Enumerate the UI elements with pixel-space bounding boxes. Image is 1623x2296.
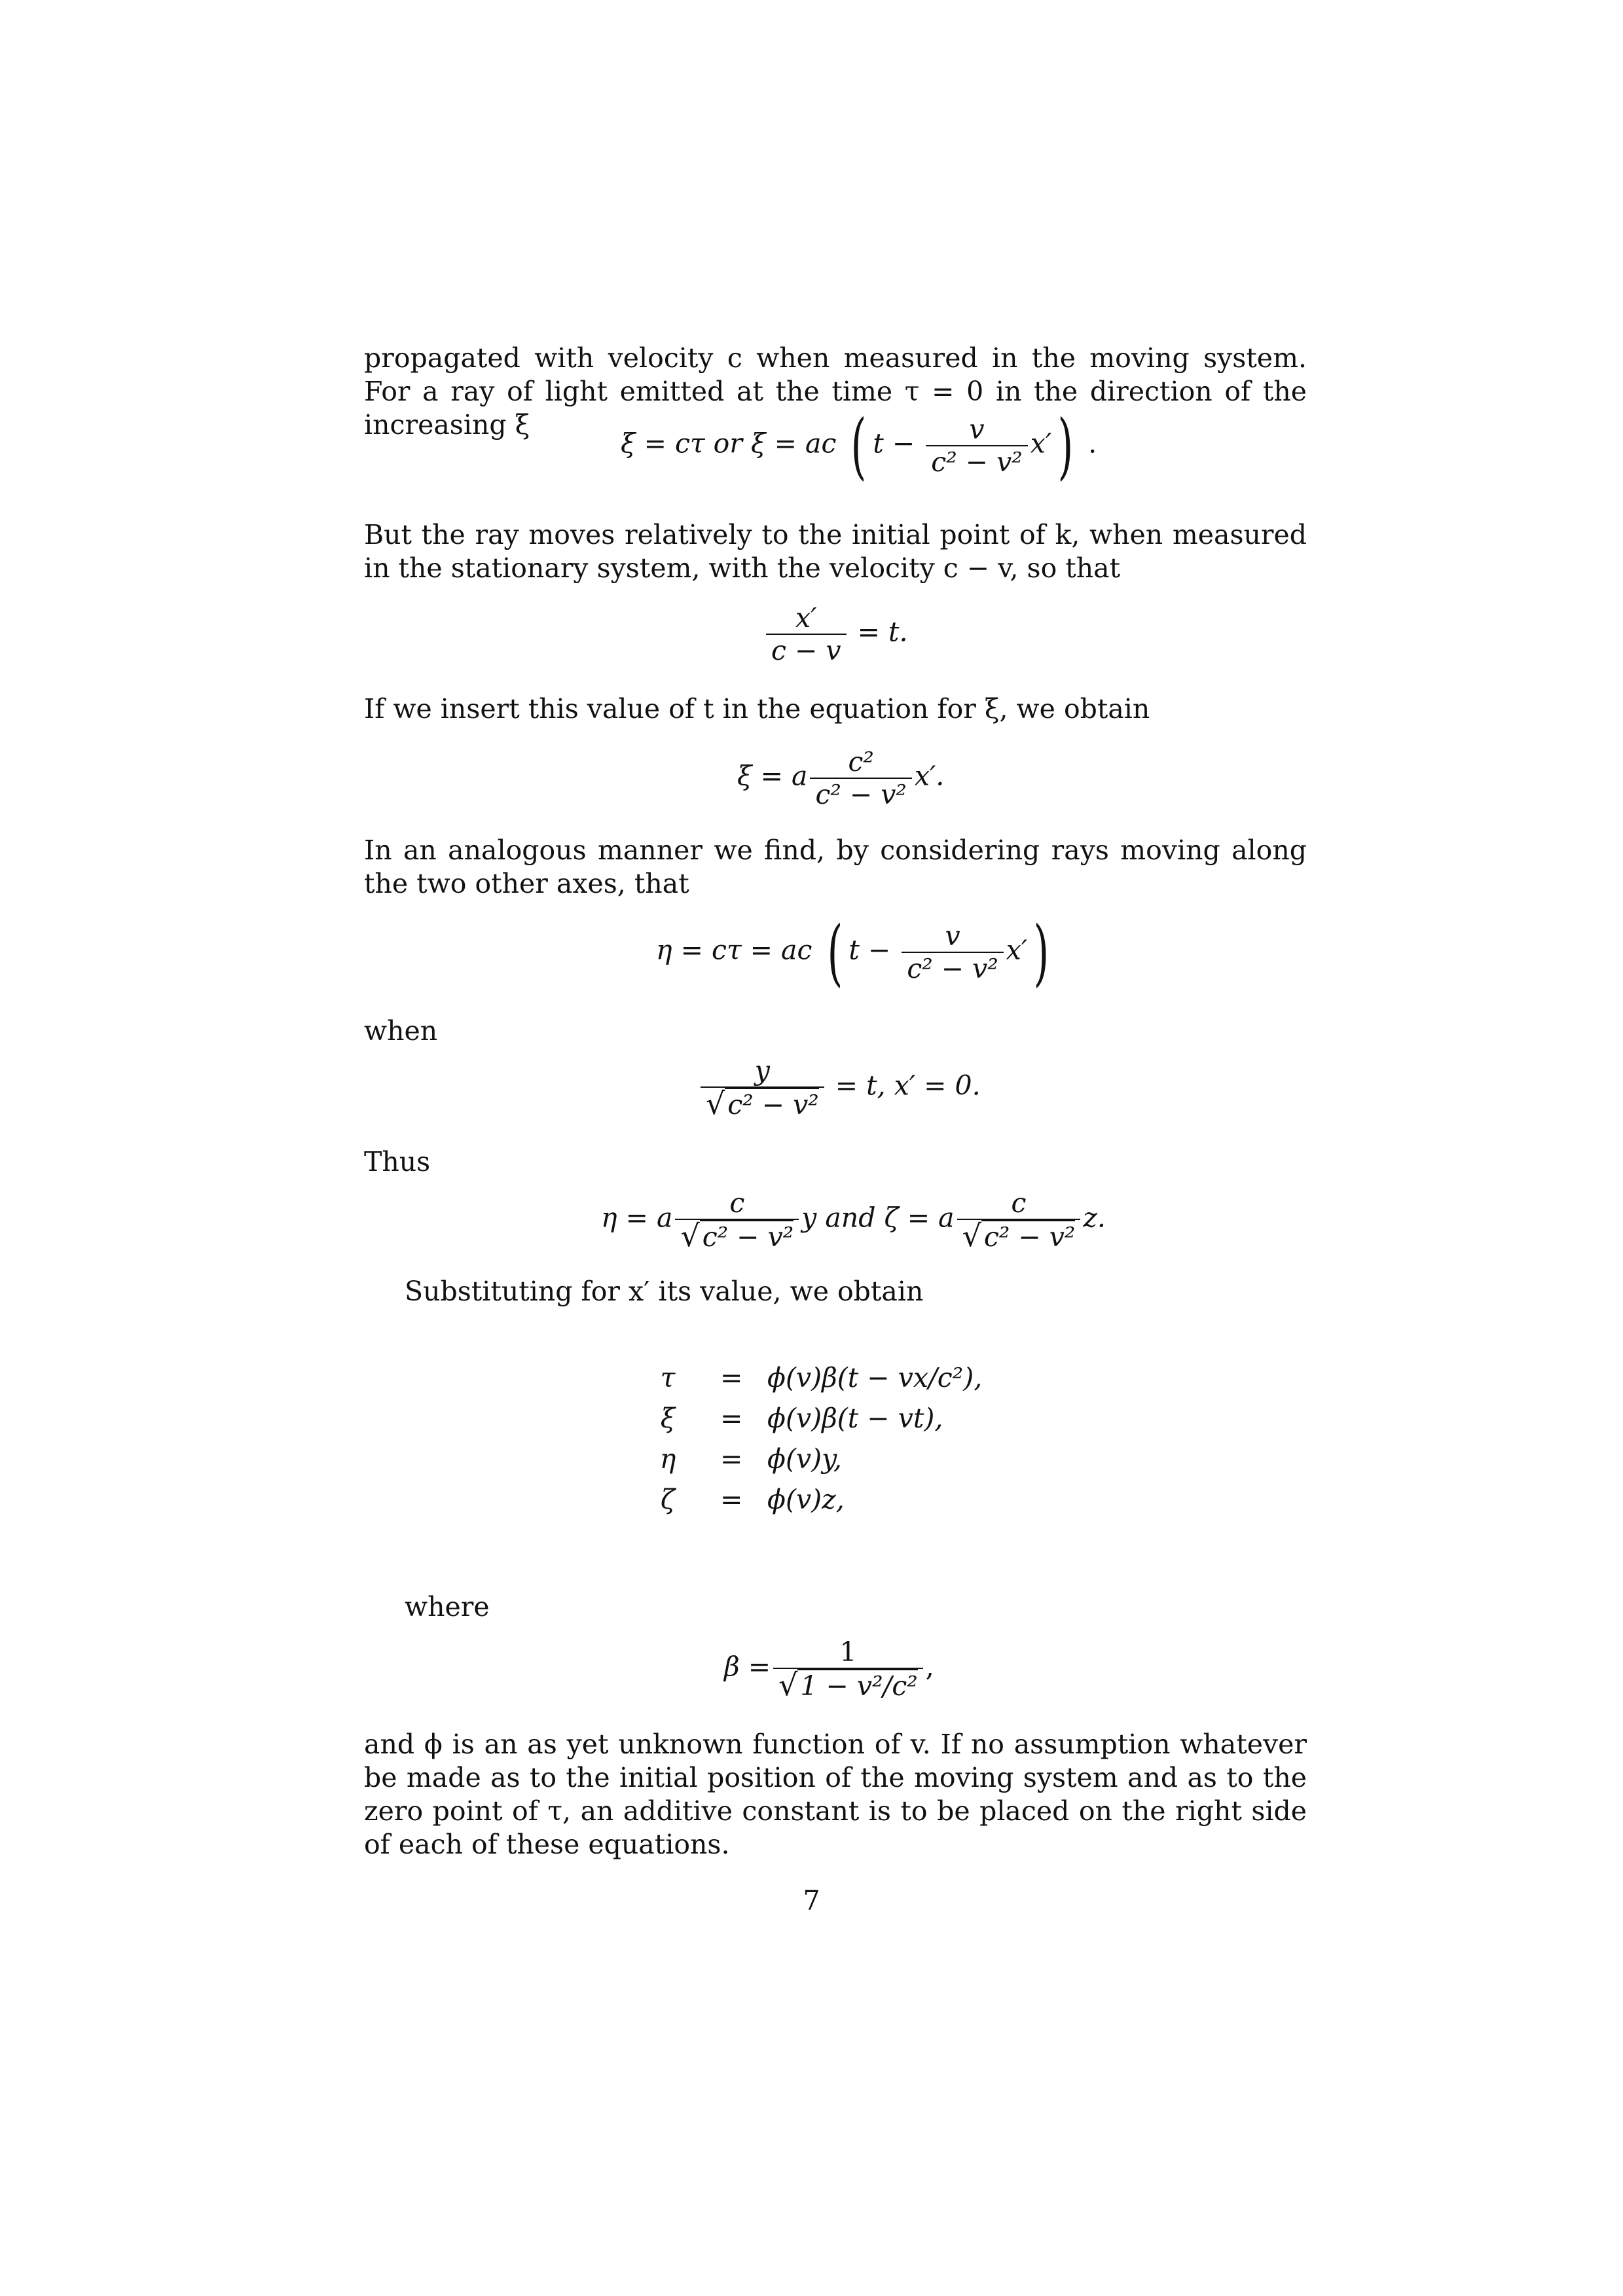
left-paren: ( [851,404,867,488]
eq1-num: v [926,414,1027,446]
eq5-den: c² − v² [725,1088,818,1121]
beta-den-wrap [773,1669,923,1702]
eq2-right: = t. [857,616,908,648]
eq4-fraction [902,920,1003,984]
eq1-end: . [1088,427,1097,459]
eq3-right: x′. [914,760,945,792]
eq6-a: η = a [601,1202,673,1234]
eq4-den: c² − v² [907,953,998,984]
eq2-num: x′ [766,602,847,635]
eq4-tail: x′ [1006,934,1028,966]
equation-beta [724,1636,934,1702]
right-paren: ) [1057,404,1074,488]
eq6-end: z. [1083,1202,1106,1234]
eq2-fraction [766,602,847,666]
left-paren: ( [827,910,843,994]
eq6-den1-wrap [675,1220,799,1253]
paragraph-4: In an analogous manner we find, by considering rays moving along the two other axes, that [364,834,1307,899]
eq5-fraction [701,1055,824,1121]
sqrt-icon: √ [962,1218,981,1253]
row-eq: = [720,1362,743,1393]
row-lhs: τ [660,1362,676,1393]
row-eq: = [720,1443,743,1475]
row-eq: = [720,1403,743,1434]
eq2-den: c − v [771,635,841,666]
paragraph-3: If we insert this value of t in the equation for ξ, we obtain [364,693,1150,725]
eq1-den: c² − v² [931,446,1023,478]
paragraph-7: Substituting for x′ its value, we obtain [405,1276,924,1307]
eq3-num: c² [810,746,911,779]
row-lhs: ζ [660,1484,676,1515]
eq6-num2: c [957,1187,1081,1220]
eq5-right: = t, x′ = 0. [835,1069,981,1102]
row-lhs: ξ [660,1403,676,1434]
eq6-den2: c² − v² [981,1220,1075,1253]
eq6-den2-wrap [957,1220,1081,1253]
row-rhs: ϕ(v)y, [767,1443,842,1475]
eq3-den: c² − v² [815,779,907,810]
row-rhs: ϕ(v)β(t − vx/c²), [767,1362,983,1393]
paragraph-1: propagated with velocity c when measured in the moving system. For a ray of light emitted at the time τ = 0 in the direction of the increasing ξ [364,342,1307,440]
equation-eta-zeta [601,1187,1106,1253]
eq6-den1: c² − v² [700,1220,793,1253]
equation-xi-result [737,746,944,810]
paragraph-5: when [364,1015,438,1047]
beta-num: 1 [773,1636,923,1669]
paragraph-2: But the ray moves relatively to the initial point of k, when measured in the stationary system, with the velocity c − v, so that [364,519,1307,584]
eq3-left: ξ = a [737,760,808,792]
eq6-fraction-1 [675,1187,799,1253]
sqrt-icon: √ [778,1667,798,1702]
eq5-num: y [701,1055,824,1088]
row-eq: = [720,1484,743,1515]
eq4-num: v [902,920,1003,953]
paragraph-8: where [405,1591,490,1623]
eq6-mid: y and ζ = a [801,1202,955,1234]
beta-fraction [773,1636,923,1702]
eq1-t: t − [873,427,915,459]
row-lhs: η [659,1443,676,1475]
eq6-fraction-2 [957,1187,1081,1253]
row-rhs: ϕ(v)z, [767,1484,845,1515]
equation-time [763,602,908,666]
eq4-t: t − [848,934,891,966]
sqrt-icon: √ [680,1218,700,1253]
equation-eta-ray [656,910,1055,994]
beta-end: , [925,1651,934,1683]
eq4-left: η = cτ = ac [656,934,812,966]
beta-left: β = [724,1651,771,1683]
right-paren: ) [1033,910,1049,994]
equation-xi-ray [621,404,1097,488]
paragraph-6: Thus [364,1146,431,1177]
eq6-num1: c [675,1187,799,1220]
beta-den: 1 − v²/c² [797,1669,917,1702]
eq1-tail: x′ [1030,427,1052,459]
eq1-fraction [926,414,1027,478]
page-number: 7 [803,1885,820,1916]
row-rhs: ϕ(v)β(t − vt), [767,1403,943,1434]
paragraph-9: and ϕ is an as yet unknown function of v. If no assumption whatever be made as to the initial position of the moving system and as to the zero point of τ, an additive constant is to be placed on the right side of each of these equations. [364,1729,1307,1860]
eq5-den-wrap [701,1088,824,1121]
eq3-fraction [810,746,911,810]
sqrt-icon: √ [706,1086,725,1121]
equation-y-condition [698,1055,981,1121]
eq1-left: ξ = cτ or ξ = ac [621,427,837,459]
